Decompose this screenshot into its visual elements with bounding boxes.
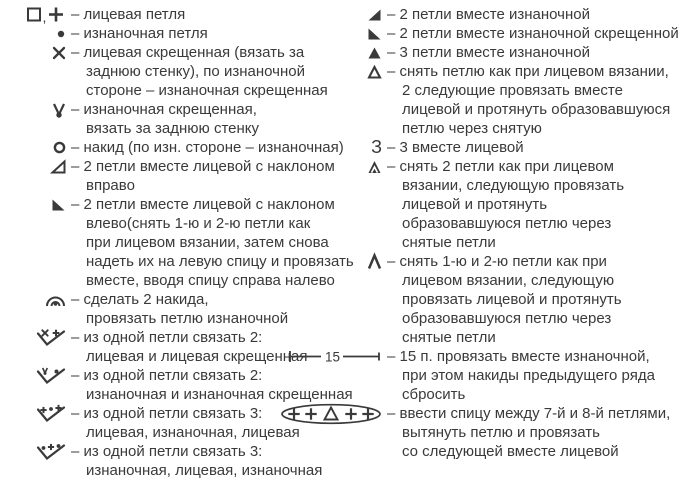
legend-text-line: – 2 петли вместе изнаночной скрещенной <box>387 25 679 42</box>
legend-entry-text <box>387 5 690 24</box>
legend-entry <box>346 43 690 62</box>
legend-entry-text <box>71 138 346 157</box>
legend-text-line: – из одной петли связать 3: <box>71 443 263 460</box>
legend-text-line: – лицевая скрещенная (вязать за <box>71 44 305 61</box>
slip2-k1-psso-chevron-icon <box>346 252 382 271</box>
legend-text-line: вытянуть петлю и провязать <box>402 424 600 441</box>
svg-text:15: 15 <box>325 349 341 365</box>
legend-text-line: изнаночная, лицевая, изнаночная <box>86 462 323 479</box>
legend-entry-text <box>71 366 353 404</box>
inc3-pkp-v-icon <box>14 442 66 461</box>
legend-text-line: – лицевая петля <box>71 6 186 23</box>
legend-text-line: – снять 2 петли как при лицевом <box>387 158 614 175</box>
legend-text-line: провязать петлю изнаночной <box>86 310 289 327</box>
legend-entry-text <box>71 442 346 480</box>
legend-entry <box>346 138 690 157</box>
legend-text-line: со следующей вместе лицевой <box>402 443 619 460</box>
knit-square-comma-plus-icon <box>14 5 66 24</box>
legend-entry <box>346 24 690 43</box>
legend-entry <box>14 195 354 290</box>
legend-text-line: образовавшуюся петлю через <box>402 215 612 232</box>
legend-text-line: – накид (по изн. стороне – изнаночная) <box>71 139 344 156</box>
p3tog-filled-triangle-icon <box>346 43 382 62</box>
legend-entry <box>14 366 353 404</box>
legend-entry-text <box>71 24 346 43</box>
legend-text-line: – 2 петли вместе изнаночной <box>387 6 590 23</box>
legend-entry-text <box>71 195 354 290</box>
legend-text-line: стороне – изнаночная скрещенная <box>86 82 328 99</box>
legend-text-line: – снять 1-ю и 2-ю петли как при <box>387 253 607 270</box>
legend-text-line: – из одной петли связать 3: <box>71 405 263 422</box>
legend-entry-text <box>387 43 690 62</box>
legend-entry <box>346 404 690 461</box>
legend-text-line: – 15 п. провязать вместе изнаночной, <box>387 348 650 365</box>
legend-text-line: – изнаночная скрещенная, <box>71 101 257 118</box>
legend-text-line: надеть их на левую спицу и провязать <box>86 253 354 270</box>
legend-entry-text <box>71 43 346 100</box>
legend-entry-text <box>387 24 690 43</box>
legend-text-line: лицевая, изнаночная, лицевая <box>86 424 300 441</box>
legend-entry-text <box>71 290 346 328</box>
legend-entry <box>346 5 690 24</box>
legend-entry <box>14 100 346 138</box>
legend-text-line: – 3 петли вместе изнаночной <box>387 44 590 61</box>
legend-entry <box>14 43 346 100</box>
legend-text-line: снятые петли <box>402 234 496 251</box>
legend-text-line: при лицевом вязании, затем снова <box>86 234 329 251</box>
legend-text-line: петлю через снятую <box>402 120 542 137</box>
inc2-knit-v-icon <box>14 328 66 347</box>
span-15-bracket-icon <box>325 347 382 366</box>
legend-text-line: вязать за заднюю стенку <box>86 120 260 137</box>
legend-text-line: провязать лицевой и протянуть <box>402 291 622 308</box>
legend-text-line: влево(снять 1-ю и 2-ю петли как <box>86 215 311 232</box>
legend-entry-text <box>387 347 690 404</box>
legend-column-right <box>325 5 690 461</box>
legend-entry <box>14 157 346 195</box>
legend-text-line: – сделать 2 накида, <box>71 291 209 308</box>
purl-dot-icon <box>14 24 66 43</box>
legend-text-line: при этом накиды предыдущего ряда <box>402 367 655 384</box>
legend-entry-text <box>387 252 690 347</box>
legend-entry <box>14 442 346 480</box>
k3tog-glyph-3-icon: З <box>371 137 382 157</box>
legend-text-line: – 2 петли вместе лицевой с наклоном <box>71 196 335 213</box>
legend-entry-text <box>387 404 690 461</box>
legend-text-line: изнаночная и изнаночная скрещенная <box>86 386 353 403</box>
legend-entry-text <box>387 62 690 138</box>
svg-text:,: , <box>42 9 47 25</box>
slip2-k1-psso-notched-triangle-icon <box>346 157 382 176</box>
legend-entry-text <box>71 100 346 138</box>
legend-entry <box>14 138 346 157</box>
legend-text-line: 2 следующие провязать вместе <box>402 82 623 99</box>
inc2-purl-v-icon <box>14 366 66 385</box>
legend-entry <box>325 347 690 404</box>
legend-text-line: – снять петлю как при лицевом вязании, <box>387 63 669 80</box>
legend-text-line: лицевая и лицевая скрещенная <box>86 348 308 365</box>
needle-between-stitches-oval-icon <box>346 404 382 423</box>
legend-text-line: вязании, следующую провязать <box>402 177 625 194</box>
double-yarnover-arc-icon <box>14 290 66 309</box>
legend-entry <box>14 5 346 24</box>
legend-text-line: сбросить <box>402 386 466 403</box>
slip-k2tog-psso-open-triangle-icon <box>346 62 382 81</box>
legend-entry <box>14 290 346 328</box>
p2tog-right-filled-triangle-icon <box>346 5 382 24</box>
yarn-over-circle-icon <box>14 138 66 157</box>
k2tog-right-open-triangle-icon <box>14 157 66 176</box>
legend-text-line: – из одной петли связать 2: <box>71 329 263 346</box>
purl-crossed-v-dot-icon <box>14 100 66 119</box>
legend-text-line: – 3 вместе лицевой <box>387 139 524 156</box>
legend-text-line: лицевой и протянуть образовавшуюся <box>402 101 671 118</box>
legend-entry <box>14 24 346 43</box>
legend-entry <box>346 157 690 252</box>
knit-crossed-x-icon <box>14 43 66 62</box>
legend-text-line: образовавшуюся петлю через <box>402 310 612 327</box>
legend-entry-text <box>387 138 690 157</box>
legend-entry-text <box>71 5 346 24</box>
legend-text-line: лицевом вязании, следующую <box>402 272 615 289</box>
legend-entry <box>346 62 690 138</box>
legend-text-line: снятые петли <box>402 329 496 346</box>
legend-text-line: – 2 петли вместе лицевой с наклоном <box>71 158 335 175</box>
legend-entry <box>346 252 690 347</box>
legend-entry-text <box>387 157 690 252</box>
legend-text-line: лицевой и протянуть <box>402 196 548 213</box>
legend-text-line: заднюю стенку), по изнаночной <box>86 63 305 80</box>
legend-text-line: – изнаночная петля <box>71 25 208 42</box>
legend-text-line: вместе, вводя спицу справа налево <box>86 272 335 289</box>
legend-text-line: – из одной петли связать 2: <box>71 367 263 384</box>
k2tog-left-filled-triangle-icon <box>14 195 66 214</box>
legend-entry-text <box>71 157 346 195</box>
inc3-kpk-v-icon <box>14 404 66 423</box>
legend-text-line: – ввести спицу между 7-й и 8-й петлями, <box>387 405 671 422</box>
legend-text-line: вправо <box>86 177 135 194</box>
p2tog-crossed-filled-triangle-icon <box>346 24 382 43</box>
